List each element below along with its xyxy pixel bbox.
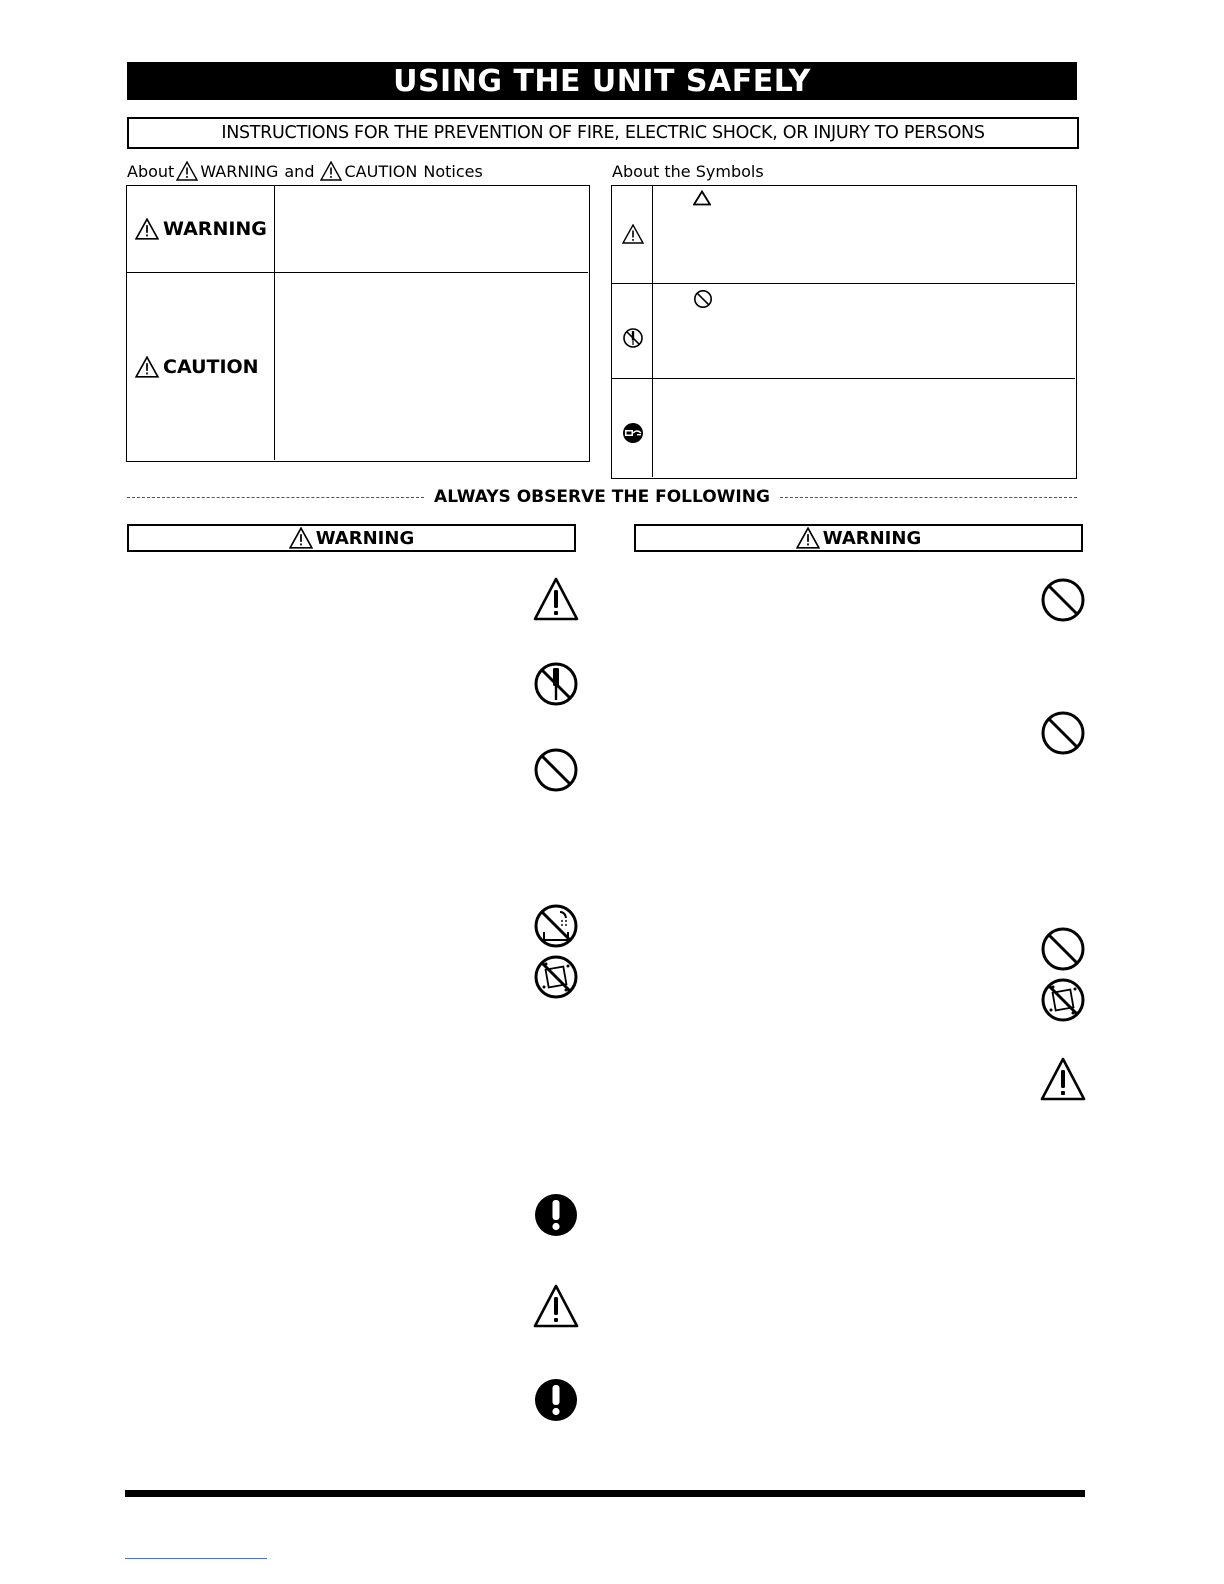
no-disassemble-icon: [622, 327, 644, 349]
warning-label: [135, 218, 267, 240]
symbol-row-1-description: [653, 186, 1075, 284]
warning-triangle-icon: [135, 356, 159, 378]
symbols-table: [611, 185, 1077, 479]
notices-caption-warning: WARNING: [200, 161, 279, 181]
instructions-banner: INSTRUCTIONS FOR THE PREVENTION OF FIRE, ELECTRIC SHOCK, OR INJURY TO PERSONS: [127, 117, 1079, 149]
warning-triangle-icon: [622, 224, 644, 244]
symbol-row-2-description: [653, 284, 1075, 379]
warning-triangle-icon: [532, 576, 580, 624]
caution-label-text: CAUTION: [163, 355, 259, 378]
notices-table: [126, 185, 590, 462]
symbol-row-1-icon-cell: [612, 186, 653, 284]
caution-description-cell: [275, 273, 588, 460]
warning-description-cell: [275, 186, 588, 273]
always-observe-heading: ALWAYS OBSERVE THE FOLLOWING: [434, 487, 770, 507]
notices-caption: [127, 158, 483, 184]
prohibited-circle-icon: [532, 746, 580, 794]
symbols-caption: About the Symbols: [612, 161, 764, 181]
no-water-icon: [532, 902, 580, 950]
right-warning-header-text: WARNING: [822, 527, 922, 549]
divider-dash-left: [127, 497, 424, 498]
symbol-row-2-icon-cell: [612, 284, 653, 379]
prohibited-circle-icon: [693, 289, 713, 309]
mandatory-action-icon: [532, 1191, 580, 1239]
warning-triangle-icon: [796, 527, 820, 549]
symbol-row-3-icon-cell: [612, 379, 653, 477]
warning-triangle-icon: [135, 218, 159, 240]
footer-link-underline: [125, 1558, 267, 1559]
caution-label: [135, 356, 259, 378]
notices-caption-suffix: Notices: [423, 161, 483, 181]
footer-rule: [125, 1490, 1085, 1497]
left-warning-header: [127, 524, 576, 552]
no-moisture-icon: [1039, 976, 1087, 1024]
warning-triangle-icon: [532, 1283, 580, 1331]
unplug-icon: [622, 422, 644, 444]
notices-caption-caution: CAUTION: [344, 161, 418, 181]
triangle-outline-icon: [693, 190, 711, 206]
no-moisture-icon: [532, 953, 580, 1001]
symbol-row-3-description: [653, 379, 1075, 477]
page-title: USING THE UNIT SAFELY: [127, 62, 1077, 100]
no-disassemble-icon: [532, 660, 580, 708]
always-observe-divider: [127, 485, 1077, 509]
left-warning-header-text: WARNING: [315, 527, 415, 549]
notices-caption-and: and: [284, 161, 315, 181]
notices-caption-prefix: About: [127, 161, 175, 181]
right-warning-header: [634, 524, 1083, 552]
warning-triangle-icon: [1039, 1056, 1087, 1104]
divider-dash-right: [780, 497, 1077, 498]
prohibited-circle-icon: [1039, 709, 1087, 757]
warning-label-cell: [127, 186, 275, 273]
mandatory-action-icon: [532, 1376, 580, 1424]
warning-triangle-icon: [289, 527, 313, 549]
prohibited-circle-icon: [1039, 576, 1087, 624]
prohibited-circle-icon: [1039, 925, 1087, 973]
caution-label-cell: [127, 273, 275, 460]
warning-triangle-icon: [320, 161, 342, 181]
warning-label-text: WARNING: [163, 218, 267, 240]
warning-triangle-icon: [176, 161, 198, 181]
